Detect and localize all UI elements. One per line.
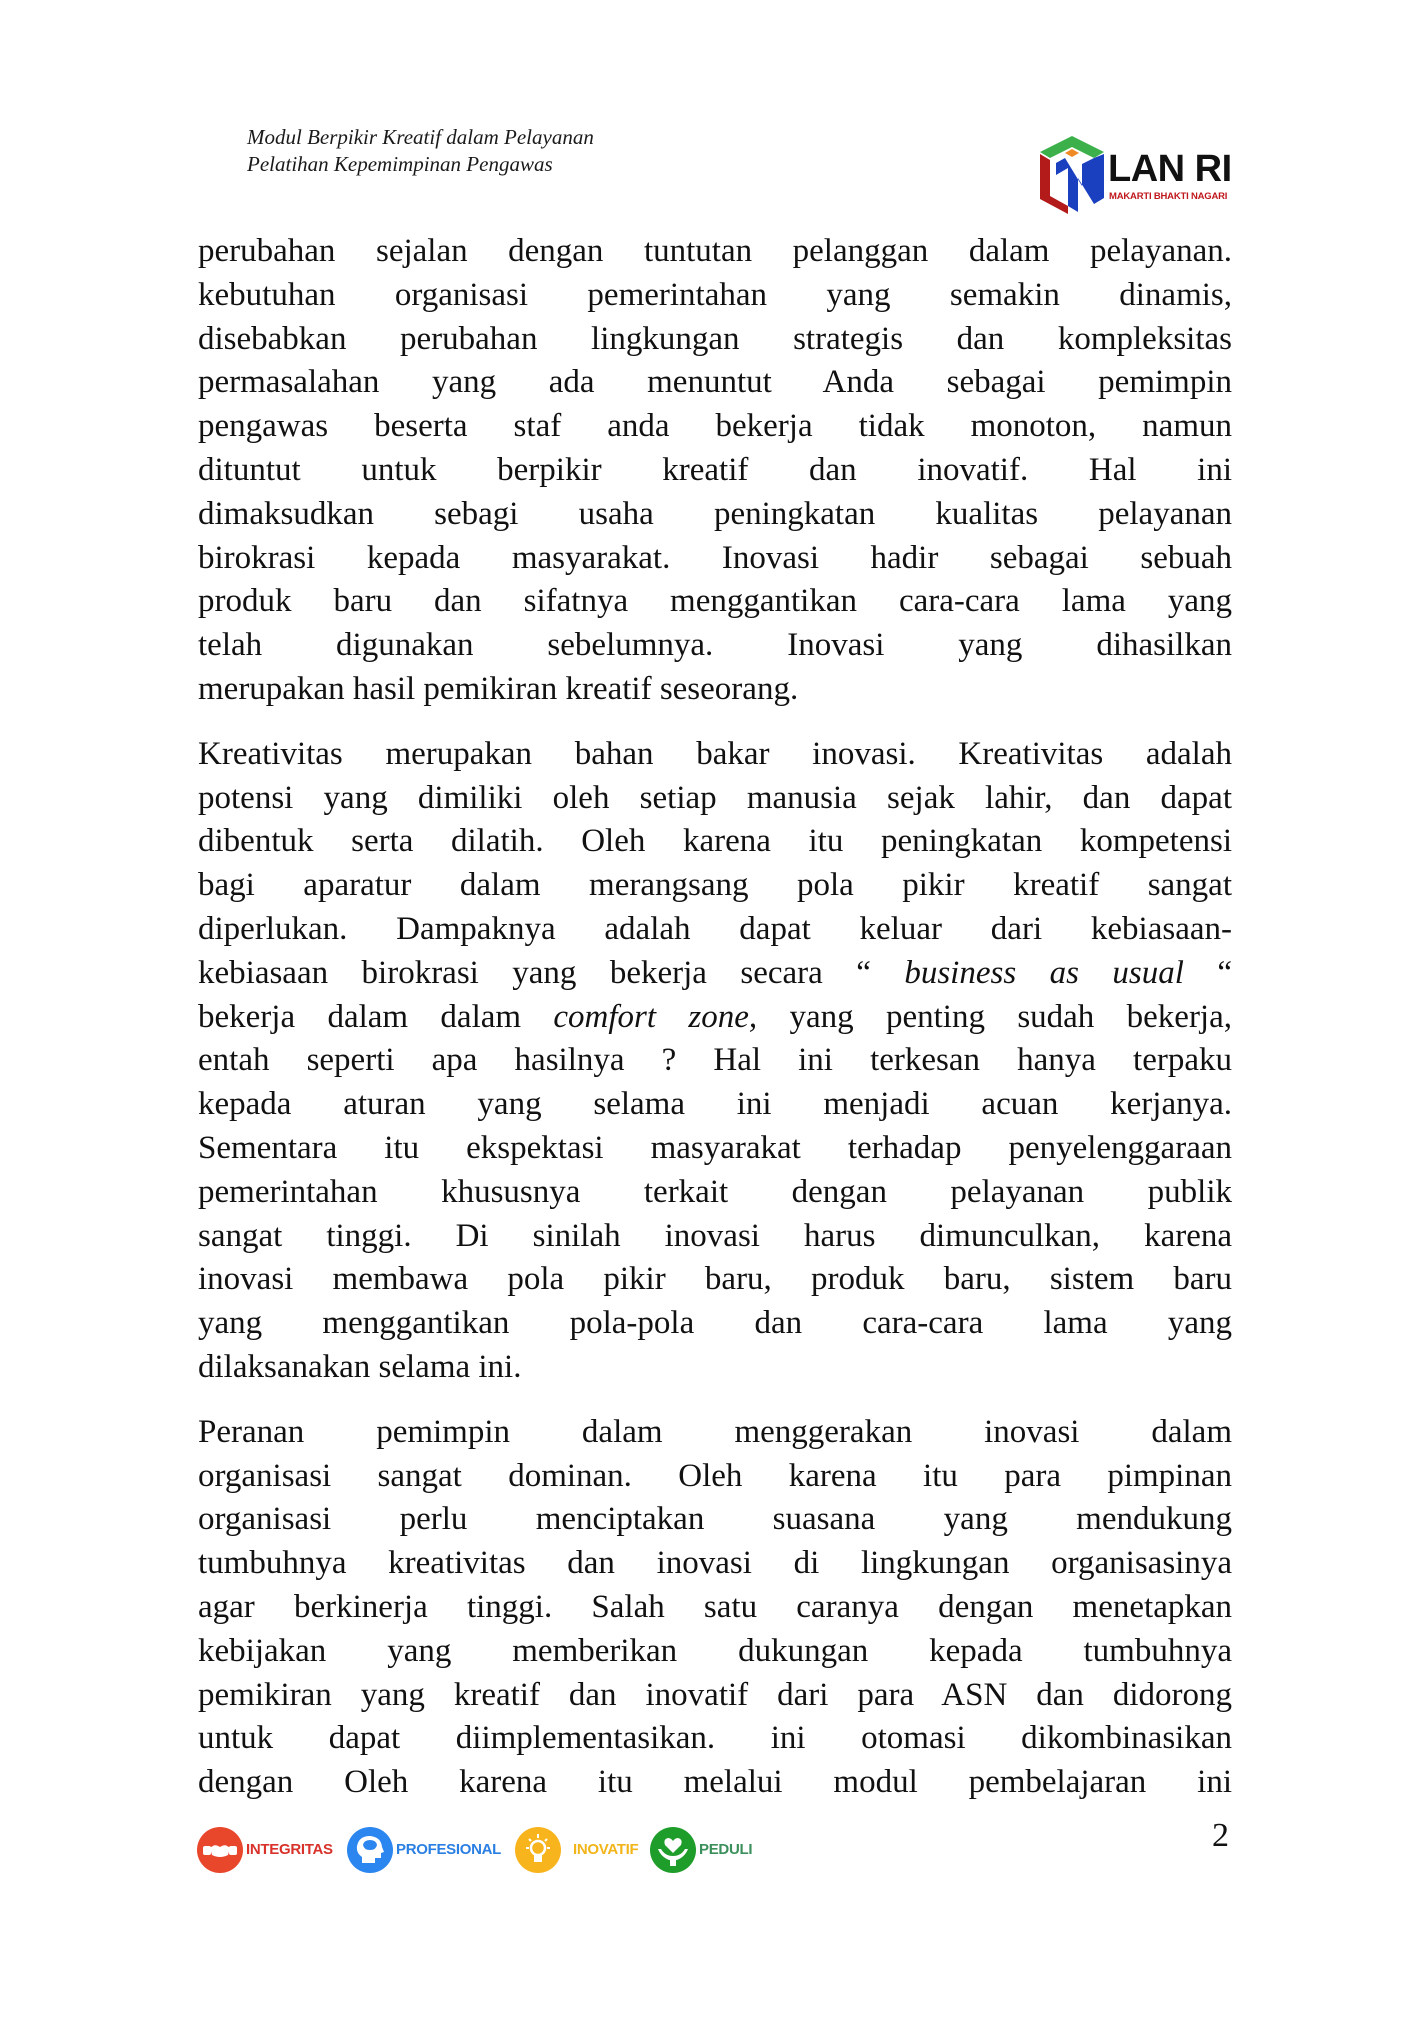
italic-phrase: comfort zone,: [553, 998, 758, 1035]
text-line: dibentuk serta dilatih. Oleh karena itu peningkatan kompetensi: [198, 823, 1232, 860]
value-label: INTEGRITAS: [246, 1841, 333, 1858]
text-line: [198, 952, 1232, 996]
text-line: permasalahan yang ada menuntut Anda sebagai pemimpin: [198, 364, 1232, 401]
lan-ri-cube-icon: [1038, 134, 1106, 216]
head-brain-icon: [347, 1827, 393, 1873]
body-text: [198, 230, 1232, 1826]
value-label: PROFESIONAL: [396, 1841, 502, 1858]
text-line: sangat tinggi. Di sinilah inovasi harus dimunculkan, karena: [198, 1217, 1232, 1254]
heart-hands-icon: [650, 1827, 696, 1873]
text-line: inovasi membawa pola pikir baru, produk baru, sistem baru: [198, 1261, 1232, 1298]
text-line: perubahan sejalan dengan tuntutan pelanggan dalam pelayanan.: [198, 233, 1232, 269]
text-run: kebiasaan birokrasi yang bekerja secara “: [198, 954, 905, 991]
text-line: untuk dapat diimplementasikan. ini otomasi dikombinasikan: [198, 1720, 1232, 1757]
logo-name: LAN RI: [1108, 148, 1232, 190]
module-title: Modul Berpikir Kreatif dalam Pelayanan: [247, 125, 594, 149]
lightbulb-icon: [515, 1827, 561, 1873]
running-header: [247, 124, 594, 178]
core-values-footer: [197, 1827, 797, 1873]
text-line: Sementara itu ekspektasi masyarakat terhadap penyelenggaraan: [198, 1129, 1232, 1166]
text-line: entah seperti apa hasilnya ? Hal ini terkesan hanya terpaku: [198, 1042, 1232, 1079]
text-line: organisasi perlu menciptakan suasana yang mendukung: [198, 1501, 1232, 1538]
text-line: kebutuhan organisasi pemerintahan yang semakin dinamis,: [198, 276, 1232, 313]
logo-tagline: MAKARTI BHAKTI NAGARI: [1109, 191, 1228, 202]
text-line: produk baru dan sifatnya menggantikan cara-cara lama yang: [198, 583, 1232, 620]
text-line: dimaksudkan sebagi usaha peningkatan kualitas pelayanan: [198, 495, 1232, 532]
text-line: diperlukan. Dampaknya adalah dapat keluar dari kebiasaan-: [198, 910, 1232, 947]
text-line: pengawas beserta staf anda bekerja tidak monoton, namun: [198, 408, 1232, 445]
course-title: Pelatihan Kepemimpinan Pengawas: [247, 152, 553, 176]
handshake-icon: [197, 1827, 243, 1873]
text-line: tumbuhnya kreativitas dan inovasi di lingkungan organisasinya: [198, 1545, 1232, 1582]
text-line: Peranan pemimpin dalam menggerakan inovasi dalam: [198, 1413, 1232, 1450]
text-run: yang penting sudah bekerja,: [757, 998, 1232, 1035]
text-run: “: [1183, 954, 1232, 991]
text-line: dengan Oleh karena itu melalui modul pembelajaran ini: [198, 1764, 1232, 1801]
text-line: telah digunakan sebelumnya. Inovasi yang dihasilkan: [198, 627, 1232, 664]
paragraph-1: [198, 230, 1232, 712]
text-line: bagi aparatur dalam merangsang pola pikir kreatif sangat: [198, 867, 1232, 904]
text-line: kebijakan yang memberikan dukungan kepada tumbuhnya: [198, 1632, 1232, 1669]
paragraph-3: [198, 1411, 1232, 1805]
paragraph-2: [198, 733, 1232, 1390]
text-line: pemerintahan khususnya terkait dengan pelayanan publik: [198, 1173, 1232, 1210]
lan-ri-logo: [1038, 134, 1233, 216]
text-line: agar berkinerja tinggi. Salah satu caranya dengan menetapkan: [198, 1588, 1232, 1625]
value-label: PEDULI: [699, 1841, 753, 1858]
text-line: dituntut untuk berpikir kreatif dan inovatif. Hal ini: [198, 451, 1232, 488]
text-line: pemikiran yang kreatif dan inovatif dari para ASN dan didorong: [198, 1676, 1232, 1713]
text-line: yang menggantikan pola-pola dan cara-cara lama yang: [198, 1305, 1232, 1342]
text-line: kepada aturan yang selama ini menjadi acuan kerjanya.: [198, 1086, 1232, 1123]
text-line: birokrasi kepada masyarakat. Inovasi hadir sebagai sebuah: [198, 539, 1232, 576]
value-label: INOVATIF: [573, 1841, 639, 1858]
text-line: merupakan hasil pemikiran kreatif seseorang.: [198, 670, 799, 707]
text-line: [198, 996, 1232, 1040]
text-line: organisasi sangat dominan. Oleh karena itu para pimpinan: [198, 1457, 1232, 1494]
text-line: Kreativitas merupakan bahan bakar inovasi. Kreativitas adalah: [198, 735, 1232, 772]
text-line: dilaksanakan selama ini.: [198, 1348, 522, 1385]
text-line: disebabkan perubahan lingkungan strategis dan kompleksitas: [198, 320, 1232, 357]
text-line: potensi yang dimiliki oleh setiap manusia sejak lahir, dan dapat: [198, 779, 1232, 816]
text-run: bekerja dalam dalam: [198, 998, 554, 1035]
page-number: 2: [1212, 1817, 1229, 1854]
italic-phrase: business as usual: [904, 954, 1184, 991]
